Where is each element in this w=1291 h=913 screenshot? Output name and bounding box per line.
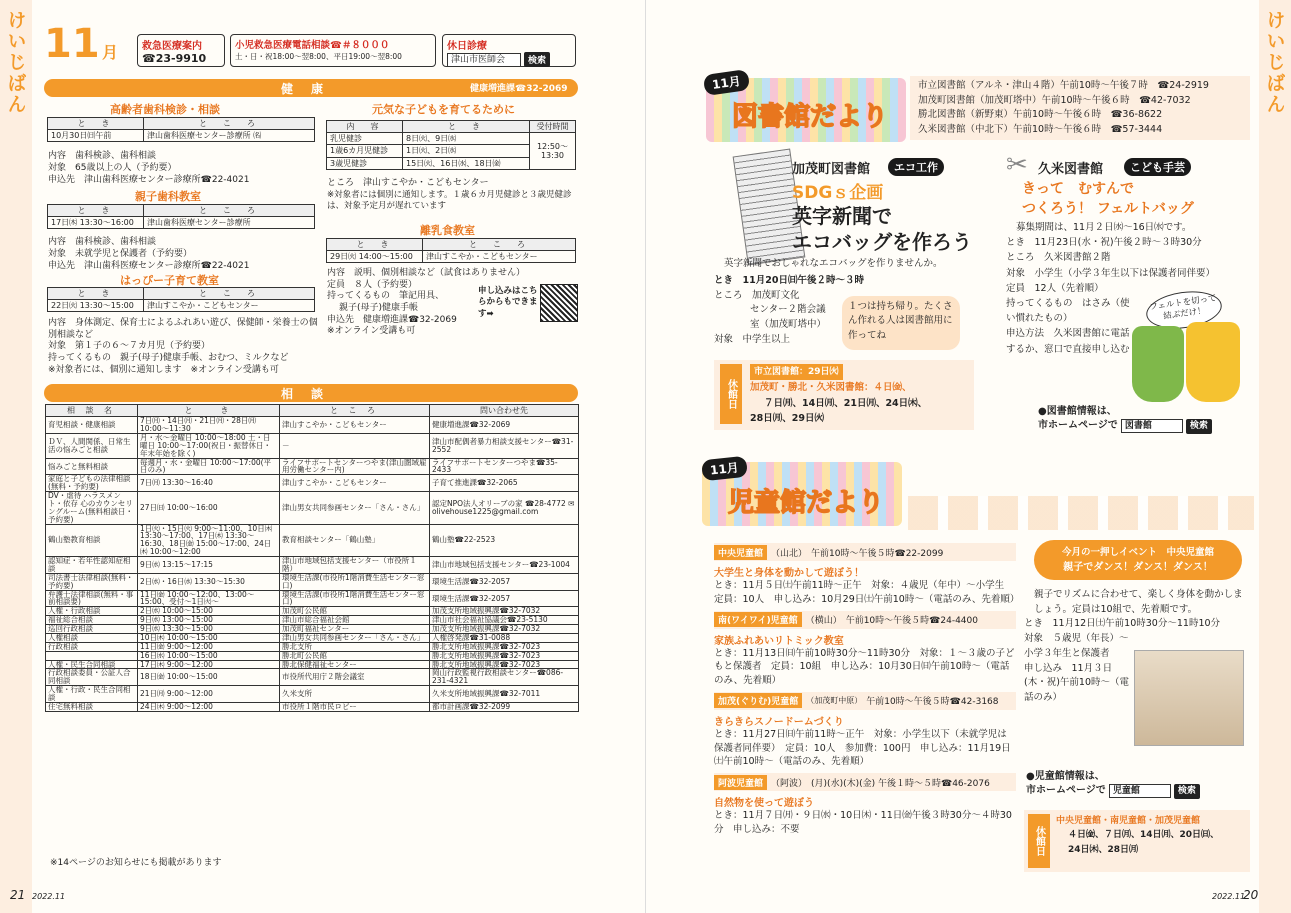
minami-hall-name: 南(ワイワイ)児童館 <box>714 612 802 627</box>
happy-header-when: と き <box>48 288 144 300</box>
consult-table-row <box>46 433 579 458</box>
baby-food-info-bring: 持ってくるもの 筆記用具、 <box>327 291 445 302</box>
health-section-title: 健康 <box>280 81 341 96</box>
central-hall-title: 大学生と身体を動かして遊ぼう！ <box>714 568 864 579</box>
happy-info-content: 内容 身体測定、保育士によるふれあい遊び、保健師・栄養士の個別相談など <box>48 318 318 340</box>
dance-photo <box>1134 650 1244 746</box>
baby-food-table <box>326 238 576 263</box>
consult-cell-name: 人権・行政相談 <box>46 607 138 616</box>
consult-cell-when: 16日㈬ 10:00～15:00 <box>138 651 280 660</box>
right-page-number: 20 <box>1243 888 1259 902</box>
consult-cell-when: 1日㈫・15日㈫ 9:00～11:00、10日㈭ 13:30～17:00、17日㈭ 13:30～16:30、18日㈮ 15:00～17:00、24日㈭ 10:00～12:00 <box>138 524 280 557</box>
consult-table-row <box>46 557 579 574</box>
consult-cell-name: 認知症・若年性認知症相談 <box>46 557 138 574</box>
kamo-target: 対象 中学生以上 <box>714 333 791 345</box>
baby-food-header-when: と き <box>327 239 423 251</box>
consult-table-row <box>46 633 579 642</box>
consult-cell-name: 家庭と子どもの法律相談(無料・予約要) <box>46 475 138 492</box>
emergency-box <box>137 34 225 67</box>
minami-hall-area: （横山） <box>805 616 842 627</box>
kids-time: 12:50～13:30 <box>530 133 576 170</box>
library-banner <box>706 74 906 142</box>
scissors-icon: ✂ <box>1006 150 1028 180</box>
kamo-where1: ところ 加茂町文化 <box>714 289 800 301</box>
happy-title: はっぴー子育て教室 <box>120 274 219 287</box>
parent-dental-table <box>47 204 315 229</box>
parent-dental-info-target: 対象 未就学児と保護者（予約要） <box>48 249 193 260</box>
consult-table-row <box>46 573 579 590</box>
consult-table-row <box>46 669 579 686</box>
consult-table-row <box>46 642 579 651</box>
consult-cell-name: 人権・行政・民生合同相談 <box>46 686 138 703</box>
happy-header-where: と こ ろ <box>144 288 315 300</box>
childrens-search-input[interactable]: 児童館 <box>1109 784 1171 798</box>
right-side-strip <box>1259 0 1291 913</box>
kume-library-name: 久米図書館 <box>1038 162 1104 177</box>
dental-header-when: と き <box>48 118 144 130</box>
childrens-closed-lines <box>1056 814 1248 857</box>
consult-cell-contact: 久米支所地域振興課☎32-7011 <box>430 686 579 703</box>
aba-hall-hours: (月)(水)(木)(金) 午後１時～５時☎46-2076 <box>811 778 990 789</box>
event-when: とき 11月12日㈯午前10時30分～11時10分 <box>1024 618 1221 630</box>
library-hours-line: 加茂町図書館（加茂町塔中）午前10時～午後６時 ☎42-7032 <box>918 94 1191 106</box>
qr-note: 申し込みはこちらからもできます➡ <box>478 286 538 319</box>
consult-table-row <box>46 417 579 434</box>
minami-hall-header <box>714 611 1016 629</box>
left-side-label: けいじばん <box>4 10 27 115</box>
kume-headline1: きって むすんで <box>1022 181 1134 197</box>
consult-cell-when: 21日㈪ 9:00～12:00 <box>138 686 280 703</box>
dental-table <box>47 117 315 142</box>
childrens-closed-label: 休館日 <box>1028 814 1050 868</box>
minami-hall-title: 家族ふれあいリトミック教室 <box>714 635 844 647</box>
consult-table-row <box>46 702 579 711</box>
consult-cell-where: 市役所代用庁２階会議室 <box>280 669 430 686</box>
consult-cell-contact: 勝北支所地域振興課☎32-7023 <box>430 660 579 669</box>
event-target: 対象 ５歳児（年長）～小学３年生と保護者 <box>1024 633 1129 659</box>
kids-title: 元気な子どもを育てるために <box>372 103 515 116</box>
holiday-search-input[interactable]: 津山市医師会 <box>447 53 521 67</box>
consult-cell-where: 勝北支所 <box>280 642 430 651</box>
left-page-date: 2022.11 <box>32 892 66 901</box>
consult-cell-when: 毎週月・水・金曜日 10:00～17:00(平日のみ) <box>138 458 280 475</box>
consult-cell-name <box>46 651 138 660</box>
left-page <box>0 0 645 913</box>
kamo-hall-name: 加茂(ぐりむ)児童館 <box>714 693 802 708</box>
central-hall-hours: 午前10時～午後５時☎22-2099 <box>811 548 944 559</box>
childrens-closed-line2: 24日㈭、28日㈪ <box>1068 844 1139 855</box>
kids-row-when: 1日㈫、2日㈬ <box>403 145 530 157</box>
library-search-button[interactable]: 検索 <box>1186 419 1212 434</box>
baby-food-info-note: ※オンライン受講も可 <box>327 326 416 337</box>
consult-cell-when: 17日㈭ 9:00～12:00 <box>138 660 280 669</box>
consult-cell-contact: 環境生活課☎32-2057 <box>430 590 579 607</box>
aba-hall-header <box>714 773 1016 791</box>
consult-cell-name: 住宅無料相談 <box>46 702 138 711</box>
consult-table-row <box>46 492 579 525</box>
library-closed-line4: 28日㈪、29日㈫ <box>750 412 824 424</box>
library-hours <box>910 76 1250 140</box>
kids-header-time: 受付時間 <box>530 121 576 133</box>
consult-cell-when: 11日㈮ 9:00～12:00 <box>138 642 280 651</box>
happy-info-bring: 持ってくるもの 親子(母子)健康手帳、おむつ、ミルクなど <box>48 353 289 364</box>
consult-cell-when: 27日㈰ 10:00～16:00 <box>138 492 280 525</box>
consult-cell-where: ライフサポートセンターつやま(津山圏域雇用労働センター内) <box>280 458 430 475</box>
kids-row-when: 8日㈫、9日㈬ <box>403 133 530 145</box>
holiday-title: 休日診療 <box>447 41 487 52</box>
parent-dental-cell-where: 津山歯科医療センター診療所 <box>144 217 315 229</box>
consult-cell-where: 環境生活課(市役所1階消費生活センター窓口) <box>280 590 430 607</box>
aba-hall-body: とき：11月７日㈪・９日㈬・10日㈭・11日㈮午後３時30分～４時30分 申し込み：不要 <box>714 810 1012 835</box>
emergency-tel: ☎23-9910 <box>142 52 207 65</box>
consult-cell-where: 加茂町公民館 <box>280 607 430 616</box>
kids-info-note: ※対象者には個別に通知します。１歳６カ月児健診と３歳児健診は、対象予定月が遅れています <box>327 189 572 211</box>
library-closed-line3: ７日㈪、14日㈪、21日㈪、24日㈭、 <box>764 397 928 409</box>
childrens-closed-title: 中央児童館・南児童館・加茂児童館 <box>1056 816 1201 826</box>
consult-cell-where: 教育相談センター「鶴山塾」 <box>280 524 430 557</box>
baby-food-title: 離乳食教室 <box>420 224 475 237</box>
childrens-info-label2: 市ホームページで <box>1026 785 1106 797</box>
right-page-date: 2022.11 <box>1212 892 1246 901</box>
kids-header-when: と き <box>403 121 530 133</box>
consult-cell-when: 9日㈬ 13:00～15:00 <box>138 616 280 625</box>
childrens-banner-title: 児童館だより <box>728 488 885 518</box>
dental-info-apply: 申込先 津山歯科医療センター診療所☎22-4021 <box>48 175 250 186</box>
consult-cell-when: 18日㈮ 10:00～15:00 <box>138 669 280 686</box>
baby-food-info-bring2: 親子(母子)健康手帳 <box>339 303 419 314</box>
consult-section-title: 相談 <box>280 386 341 401</box>
consult-cell-when: 2日㈬ 10:00～15:00 <box>138 607 280 616</box>
left-page-number: 21 <box>10 888 26 902</box>
minami-hall-hours: 午前10時～午後５時☎24-4400 <box>845 616 978 627</box>
consult-cell-where: 津山市総合福祉会館 <box>280 616 430 625</box>
kamo-headline2: 英字新聞で <box>792 204 892 228</box>
kamo-hall-area: （加茂町中原） <box>806 696 863 706</box>
consult-cell-where: 津山男女共同参画センター「さん・さん」 <box>280 633 430 642</box>
consult-cell-contact: 津山市地域包括支援センター☎23-1004 <box>430 557 579 574</box>
consult-cell-contact: 勝北支所地域振興課☎32-7023 <box>430 651 579 660</box>
minami-hall-body: とき：11月13日㈰午前10時30分～11時30分 対象：１～３歳の子どもと保護者 定員：10組 申し込み：10月30日㈰午前10時～（電話のみ、先着順） <box>714 647 1015 687</box>
consult-cell-where: 津山男女共同参画センター「さん・さん」 <box>280 492 430 525</box>
consult-cell-where: 津山市地域包括支援センター（市役所１階） <box>280 557 430 574</box>
library-closed-line1: 市立図書館：29日㈫ <box>750 364 843 380</box>
kamo-where2: センター２階会議 <box>750 304 826 316</box>
consult-cell-contact: 環境生活課☎32-2057 <box>430 573 579 590</box>
child-emergency-hours: 土・日・祝18:00～翌8:00、平日19:00～翌8:00 <box>235 52 402 61</box>
consult-header-name: 相 談 名 <box>46 405 138 417</box>
kume-headline2: つくろう！ フェルトバッグ <box>1022 201 1194 217</box>
consult-cell-name: 行政相談委員・公証人合同相談 <box>46 669 138 686</box>
parent-dental-info-content: 内容 歯科検診、歯科相談 <box>48 237 157 247</box>
kids-table <box>326 120 576 170</box>
consult-cell-contact: ライフサポートセンターつやま☎35-2433 <box>430 458 579 475</box>
consult-cell-where: 久米支所 <box>280 686 430 703</box>
kids-info <box>327 178 577 212</box>
consult-cell-name: 人権・民生合同相談 <box>46 660 138 669</box>
childrens-info-label1: ●児童館情報は、 <box>1026 771 1105 782</box>
holiday-box <box>442 34 576 67</box>
town-illustration <box>908 496 1254 530</box>
parent-dental-info <box>48 236 318 272</box>
dental-cell-where: 津山歯科医療センター診療所 ㈴ <box>144 130 315 142</box>
consult-cell-where: － <box>280 433 430 458</box>
central-hall-area: （山北） <box>771 548 808 559</box>
happy-cell-when: 22日㈫ 13:30～15:00 <box>48 300 144 312</box>
central-hall-body: とき：11月５日㈯午前11時～正午 対象：４歳児（年中）～小学生 定員：10人 申し込み：10月29日㈯午前10時～（電話のみ、先着順） <box>714 580 1020 605</box>
consult-cell-when: 10日㈭ 10:00～15:00 <box>138 633 280 642</box>
consult-cell-when: 7日㈪・14日㈪・21日㈪・28日㈪ 10:00～11:30 <box>138 417 280 434</box>
felt-bag-green-icon <box>1132 326 1184 402</box>
dental-info-target: 対象 65歳以上の人（予約要） <box>48 163 177 174</box>
library-closed-box <box>714 360 974 430</box>
dental-info <box>48 150 318 186</box>
aba-hall-name: 阿波児童館 <box>714 775 767 790</box>
consult-table-row <box>46 475 579 492</box>
baby-food-cell-where: 津山すこやか・こどもセンター <box>423 251 576 263</box>
consult-cell-name: DV・虐待 ハラスメント・依存 心のカウンセリングルーム(無料相談日・予約要) <box>46 492 138 525</box>
kume-when: とき 11月23日(水・祝)午後２時～３時30分 <box>1006 237 1202 249</box>
consult-cell-name: 悩みごと無料相談 <box>46 458 138 475</box>
aba-hall-title: 自然物を使って遊ぼう <box>714 798 814 810</box>
consult-cell-contact: 鶴山塾☎22-2523 <box>430 524 579 557</box>
consult-table-row <box>46 686 579 703</box>
consult-cell-where: 加茂町福祉センター <box>280 625 430 634</box>
consult-cell-when: 11日㈮ 10:00～12:00、13:00～15:00、受付～1日㈫～ <box>138 590 280 607</box>
child-emergency-box <box>230 34 436 67</box>
right-page <box>646 0 1291 913</box>
library-info <box>1038 405 1212 434</box>
consult-cell-name: 司法書士法律相談(無料・予約要) <box>46 573 138 590</box>
consult-cell-when: 9日㈬ 13:30～15:00 <box>138 625 280 634</box>
kume-apply: 申込方法 久米図書館に電話するか、窓口で直接申し込む <box>1006 328 1130 355</box>
baby-food-cell-when: 29日㈫ 14:00～15:00 <box>327 251 423 263</box>
consult-cell-contact: 加茂支所地域振興課☎32-7032 <box>430 607 579 616</box>
childrens-month-tag: 11月 <box>701 456 748 482</box>
consult-cell-contact: 津山市社会福祉協議会☎23-5130 <box>430 616 579 625</box>
consult-cell-contact: 津山市配偶者暴力相談支援センター☎31-2552 <box>430 433 579 458</box>
library-closed-lines <box>750 364 927 426</box>
qr-code-icon[interactable] <box>540 284 578 322</box>
baby-food-header-where: と こ ろ <box>423 239 576 251</box>
health-contact: 健康増進課☎32-2069 <box>470 84 568 94</box>
dental-title: 高齢者歯科検診・相談 <box>110 103 220 116</box>
aba-hall-area: （阿波） <box>771 778 808 789</box>
library-banner-title: 図書館だより <box>732 102 889 132</box>
consult-cell-name: 福祉総合相談 <box>46 616 138 625</box>
kamo-hall-header <box>714 692 1016 710</box>
parent-dental-info-apply: 申込先 津山歯科医療センター診療所☎22-4021 <box>48 261 250 272</box>
library-hours-line: 久米図書館（中北下）午前10時～午後６時 ☎57-3444 <box>918 124 1163 136</box>
event-desc: 親子でリズムに合わせて、楽しく身体を動かしましょう。定員は10組で、先着順です。 <box>1034 589 1243 615</box>
consult-cell-contact: 健康増進課☎32-2069 <box>430 417 579 434</box>
central-hall-name: 中央児童館 <box>714 545 767 560</box>
kids-header-content: 内 容 <box>327 121 403 133</box>
kume-callout: フェルトを切って結ぶだけ！ <box>1144 287 1224 333</box>
happy-info-target: 対象 第１子の６～７カ月児（予約要） <box>48 341 211 352</box>
consult-cell-name: 弁護士法律相談(無料・事前相談要) <box>46 590 138 607</box>
felt-bag-yellow-icon <box>1186 322 1240 402</box>
consult-cell-contact: 都市計画課☎32-2099 <box>430 702 579 711</box>
kamo-desc: 英字新聞でおしゃれなエコバッグを作りませんか。 <box>724 258 943 269</box>
consult-cell-where: 市役所１階市民ロビー <box>280 702 430 711</box>
childrens-banner <box>702 462 902 526</box>
consult-header-where: と こ ろ <box>280 405 430 417</box>
library-search-input[interactable]: 図書館 <box>1121 419 1183 433</box>
event-apply: 申し込み 11月３日(木・祝)午前10時～（電話のみ） <box>1024 662 1130 704</box>
consult-cell-contact: 岡山行政監視行政相談センター☎086-231-4321 <box>430 669 579 686</box>
consult-cell-contact: 子育て推進課☎32-2065 <box>430 475 579 492</box>
holiday-search-button[interactable]: 検索 <box>524 52 550 67</box>
consult-cell-name: 人権相談 <box>46 633 138 642</box>
library-info-label1: ●図書館情報は、 <box>1038 406 1117 417</box>
consult-cell-name: 巡回行政相談 <box>46 625 138 634</box>
event-banner <box>1034 540 1242 580</box>
consult-cell-where: 勝北保健福祉センター <box>280 660 430 669</box>
parent-dental-header-where: と こ ろ <box>144 205 315 217</box>
baby-food-info-capacity: 定員 ８人（予約要） <box>327 279 418 290</box>
kume-where: ところ 久米図書館２階 <box>1006 252 1111 264</box>
library-hours-line: 市立図書館（アルネ・津山４階）午前10時～午後７時 ☎24-2919 <box>918 80 1209 91</box>
childrens-closed-line1: ４日㈮、７日㈪、14日㈪、20日㈰、 <box>1068 830 1220 841</box>
month-suffix: 月 <box>102 43 119 62</box>
consult-table <box>45 404 579 712</box>
consult-cell-contact: 人権啓発課☎31-0088 <box>430 633 579 642</box>
kamo-hall-hours: 午前10時～午後５時☎42-3168 <box>866 697 999 708</box>
consult-header-contact: 問い合わせ先 <box>430 405 579 417</box>
kids-info-where: ところ 津山すこやか・こどもセンター <box>327 178 489 188</box>
consult-table-row <box>46 458 579 475</box>
happy-info <box>48 318 318 376</box>
event-title2: 親子でダンス！ダンス！ダンス！ <box>1063 562 1213 573</box>
kamo-hall-body: とき：11月27日㈰午前11時～正午 対象：小学生以下（未就学児は保護者同伴要） 定員：10人 参加費：100円 申し込み：11月19日㈯午前10時～（電話のみ、先着順） <box>714 728 1011 768</box>
kume-target: 対象 小学生（小学３年生以下は保護者同伴要） <box>1006 267 1216 279</box>
kamo-hall-title: きらきらスノードームづくり <box>714 716 844 728</box>
consult-cell-when: 9日㈬ 13:15～17:15 <box>138 557 280 574</box>
consult-cell-when: 2日㈬・16日㈬ 13:30～15:30 <box>138 573 280 590</box>
consult-cell-when: 月・水～金曜日 10:00～18:00 土・日曜日 10:00～17:00(祝日・振替休日・年末年始を除く) <box>138 433 280 458</box>
consult-cell-when: 24日㈭ 9:00～12:00 <box>138 702 280 711</box>
consult-cell-where: 津山すこやか・こどもセンター <box>280 475 430 492</box>
consult-cell-where: 環境生活課(市役所1階消費生活センター窓口) <box>280 573 430 590</box>
kamo-where3: 室（加茂町塔中） <box>750 319 827 331</box>
happy-cell-where: 津山すこやか・こどもセンター <box>144 300 315 312</box>
childrens-closed-box <box>1024 810 1250 872</box>
childrens-info <box>1026 770 1200 799</box>
parent-dental-cell-when: 17日㈭ 13:30～16:00 <box>48 217 144 229</box>
kamo-library-tag: エコ工作 <box>888 158 944 176</box>
consult-cell-contact: 勝北支所地域振興課☎32-7023 <box>430 642 579 651</box>
halls-list <box>714 543 1020 837</box>
right-side-label: けいじばん <box>1263 10 1286 115</box>
kids-row-name: 1歳6カ月児健診 <box>327 145 403 157</box>
consult-cell-name: 行政相談 <box>46 642 138 651</box>
baby-food-info-content: 内容 説明、個別相談など（試食はありません） <box>327 268 526 278</box>
kume-period: 募集期間は、11月２日㈬～16日㈬です。 <box>1016 222 1192 233</box>
kids-row-name: 乳児健診 <box>327 133 403 145</box>
consult-cell-contact: 認定NPO法人オリーブの家 ☎28-4772 ✉olivehouse1225@gmail.com <box>430 492 579 525</box>
library-closed-label: 休館日 <box>720 364 742 424</box>
emergency-title: 救急医療案内 <box>142 41 202 52</box>
consult-footnote: ※14ページのお知らせにも掲載があります <box>50 858 222 868</box>
library-hours-line: 勝北図書館（新野東）午前10時～午後６時 ☎36-8622 <box>918 109 1163 121</box>
kume-bring: 持ってくるもの はさみ（使い慣れたもの） <box>1006 297 1130 325</box>
parent-dental-header-when: と き <box>48 205 144 217</box>
kamo-when: とき 11月20日㈰午後２時～３時 <box>714 275 864 286</box>
consult-section-bar <box>44 384 578 402</box>
consult-cell-where: 勝北町公民館 <box>280 651 430 660</box>
kume-capacity: 定員 12人（先着順） <box>1006 282 1104 294</box>
happy-info-note: ※対象者には、個別に通知します ※オンライン受講も可 <box>48 364 279 375</box>
dental-cell-when: 10月30日㈰午前 <box>48 130 144 142</box>
consult-cell-contact: 加茂支所地域振興課☎32-7032 <box>430 625 579 634</box>
left-side-strip <box>0 0 32 913</box>
dental-header-where: と こ ろ <box>144 118 315 130</box>
consult-table-row <box>46 651 579 660</box>
kamo-headline1: SDGｓ企画 <box>792 183 884 203</box>
kamo-headline3: エコバッグを作ろう <box>792 230 972 254</box>
parent-dental-title: 親子歯科教室 <box>135 190 201 203</box>
kamo-library-name: 加茂町図書館 <box>792 162 871 177</box>
baby-food-info-apply: 申込先 健康増進課☎32-2069 <box>327 314 457 325</box>
dental-info-content: 内容 歯科検診、歯科相談 <box>48 151 157 161</box>
consult-cell-where: 津山すこやか・こどもセンター <box>280 417 430 434</box>
consult-cell-name: ＤＶ、人間関係、日常生活の悩みごと相談 <box>46 433 138 458</box>
consult-cell-name: 育児相談・健康相談 <box>46 417 138 434</box>
library-month-tag: 11月 <box>703 69 750 96</box>
consult-header-when: と き <box>138 405 280 417</box>
consult-cell-name: 鶴山塾教育相談 <box>46 524 138 557</box>
central-hall-header <box>714 543 1016 561</box>
consult-cell-when: 7日㈪ 13:30～16:40 <box>138 475 280 492</box>
child-emergency-title: 小児救急医療電話相談☎＃８０００ <box>235 40 390 51</box>
kids-row-when: 15日㈫、16日㈬、18日㈮ <box>403 157 530 169</box>
kume-library-tag: こども手芸 <box>1124 158 1191 176</box>
consult-table-row <box>46 524 579 557</box>
month-number: 11 <box>44 21 100 67</box>
library-info-label2: 市ホームページで <box>1038 420 1118 432</box>
library-closed-line2: 加茂町・勝北・久米図書館：４日㈮、 <box>750 382 912 394</box>
happy-table <box>47 287 315 312</box>
event-title1: 今月の一押しイベント 中央児童館 <box>1061 547 1214 558</box>
childrens-search-button[interactable]: 検索 <box>1174 784 1200 799</box>
kamo-bubble: １つは持ち帰り。たくさん作れる人は図書館用に作ってね <box>842 296 960 350</box>
consult-table-row <box>46 590 579 607</box>
kids-row-name: 3歳児健診 <box>327 157 403 169</box>
